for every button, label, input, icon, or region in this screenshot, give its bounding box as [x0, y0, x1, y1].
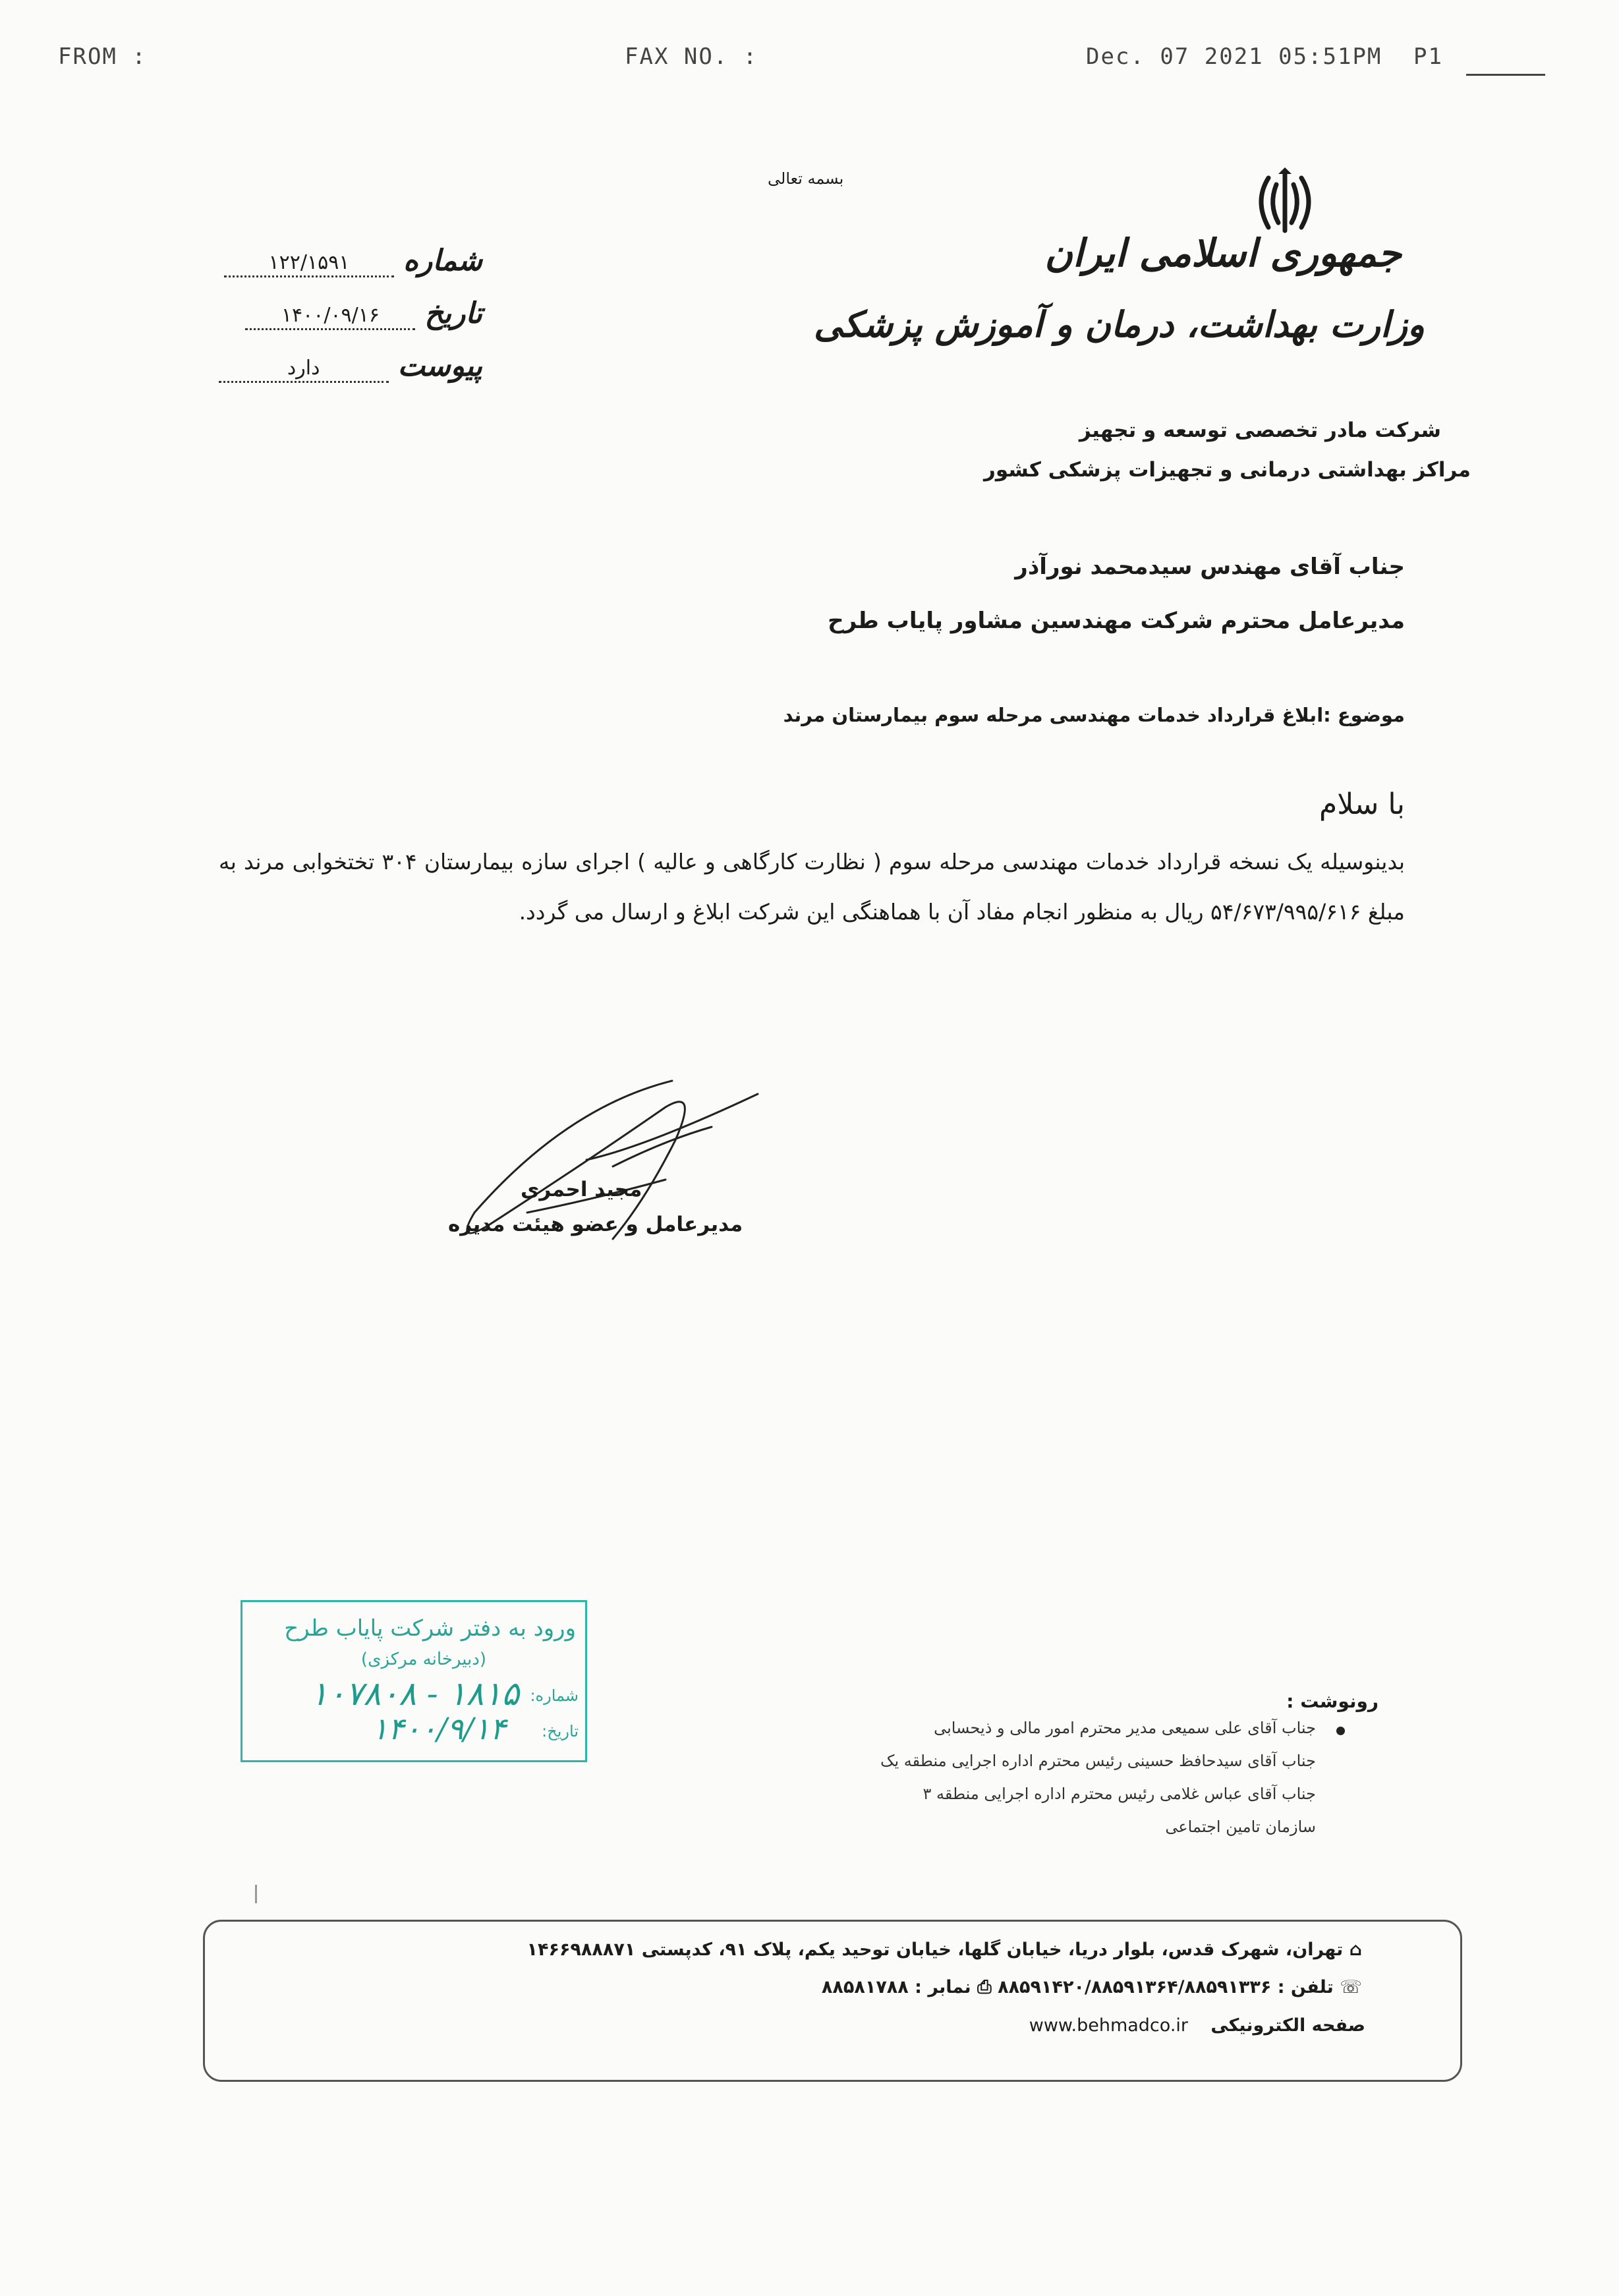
- fax-datetime: Dec. 07 2021 05:51PM: [1086, 43, 1382, 70]
- phone-icon: ☏: [1333, 1977, 1362, 1997]
- footer-address: [527, 1939, 1362, 1960]
- scan-speck: [255, 1885, 257, 1903]
- company-name-line2: مراکز بهداشتی درمانی و تجهیزات پزشکی کشور: [984, 458, 1471, 482]
- signatory-name: مجید احمری: [521, 1178, 642, 1201]
- signature-scribble: [448, 1068, 778, 1278]
- letter-date-row: [245, 297, 482, 330]
- footer-address-text: تهران، شهرک قدس، بلوار دریا، خیابان گلها، خیابان توحید یکم، پلاک ۹۱، کدپستی ۱۴۶۶۹۸۸۸۷۱: [526, 1939, 1344, 1960]
- letter-attachment-value: دارد: [219, 357, 389, 383]
- letter-date-label: تاریخ: [424, 297, 482, 330]
- cc-item: سازمان تامین اجتماعی: [1165, 1818, 1316, 1836]
- footer-website-label: صفحه الکترونیکی: [1210, 2015, 1365, 2036]
- letter-attachment-label: پیوست: [397, 349, 482, 383]
- letter-number-label: شماره: [403, 244, 482, 277]
- greeting: با سلام: [1319, 788, 1405, 821]
- footer-website-row: [1029, 2015, 1365, 2036]
- ministry-name: وزارت بهداشت، درمان و آموزش پزشکی: [814, 303, 1425, 345]
- fax-icon: ⎙: [971, 1977, 992, 1997]
- letter-number-row: [224, 244, 482, 277]
- letter-body: بدینوسیله یک نسخه قرارداد خدمات مهندسی مرحله سوم ( نظارت کارگاهی و عالیه ) اجرای سازه بیمارستان ۳۰۴ تختخوابی مرند به مبلغ ۵۴/۶۷۳/۹۹۵/۶۱۶ ریال به منظور انجام مفاد آن با هماهنگی این شرکت ابلاغ و ارسال می گردد.: [219, 849, 1406, 925]
- cc-item: جناب آقای عباس غلامی رئیس محترم اداره اجرایی منطقه ۳: [923, 1785, 1316, 1803]
- signatory-title: مدیرعامل و عضو هیئت مدیره: [448, 1213, 743, 1236]
- letter-number-value: ۱۲۲/۱۵۹۱: [224, 251, 394, 277]
- bismillah: بسمه تعالی: [768, 169, 844, 188]
- footer-fax: نمابر : ۸۸۵۸۱۷۸۸: [821, 1977, 971, 1997]
- location-icon: ⌂: [1343, 1939, 1362, 1960]
- stamp-number-value: ۱۸۱۵ - ۱۰۷۸۰۸: [310, 1675, 519, 1713]
- footer-phone: تلفن : ۸۸۵۹۱۴۲۰/۸۸۵۹۱۳۶۴/۸۸۵۹۱۳۳۶: [998, 1977, 1334, 1997]
- fax-from-label: FROM :: [58, 43, 147, 70]
- letter-attachment-row: [219, 349, 482, 383]
- cc-title: رونوشت :: [1286, 1690, 1378, 1712]
- received-stamp: [241, 1600, 587, 1762]
- cc-item: جناب آقای علی سمیعی مدیر محترم امور مالی و ذیحسابی: [934, 1719, 1316, 1737]
- stamp-heading: ورود به دفتر شرکت پایاب طرح: [284, 1615, 576, 1642]
- stamp-subheading: (دبیرخانه مرکزی): [360, 1650, 486, 1669]
- stamp-date-label: تاریخ:: [542, 1722, 579, 1740]
- ministry-title: جمهوری اسلامی ایران: [1044, 231, 1402, 275]
- addressee-title: مدیرعامل محترم شرکت مهندسین مشاور پایاب طرح: [828, 608, 1405, 634]
- footer-phone-fax: [822, 1977, 1362, 1998]
- stamp-number-label: شماره:: [530, 1686, 579, 1705]
- fax-number-label: FAX NO. :: [625, 43, 758, 70]
- letter-subject: موضوع :ابلاغ قرارداد خدمات مهندسی مرحله سوم بیمارستان مرند: [783, 704, 1405, 726]
- stamp-date-value: ۱۴۰۰/۹/۱۴: [372, 1711, 506, 1746]
- addressee-name: جناب آقای مهندس سیدمحمد نورآذر: [1015, 554, 1405, 580]
- fax-page: P1: [1413, 43, 1443, 70]
- bullet-icon: [1336, 1727, 1345, 1735]
- fax-header-rule: [1466, 74, 1545, 76]
- cc-item: جناب آقای سیدحافظ حسینی رئیس محترم اداره اجرایی منطقه یک: [880, 1752, 1316, 1770]
- footer-website-link[interactable]: www.behmadco.ir: [1029, 2015, 1189, 2036]
- company-name-line1: شرکت مادر تخصصی توسعه و تجهیز: [1079, 418, 1441, 442]
- letter-date-value: ۱۴۰۰/۰۹/۱۶: [245, 304, 415, 330]
